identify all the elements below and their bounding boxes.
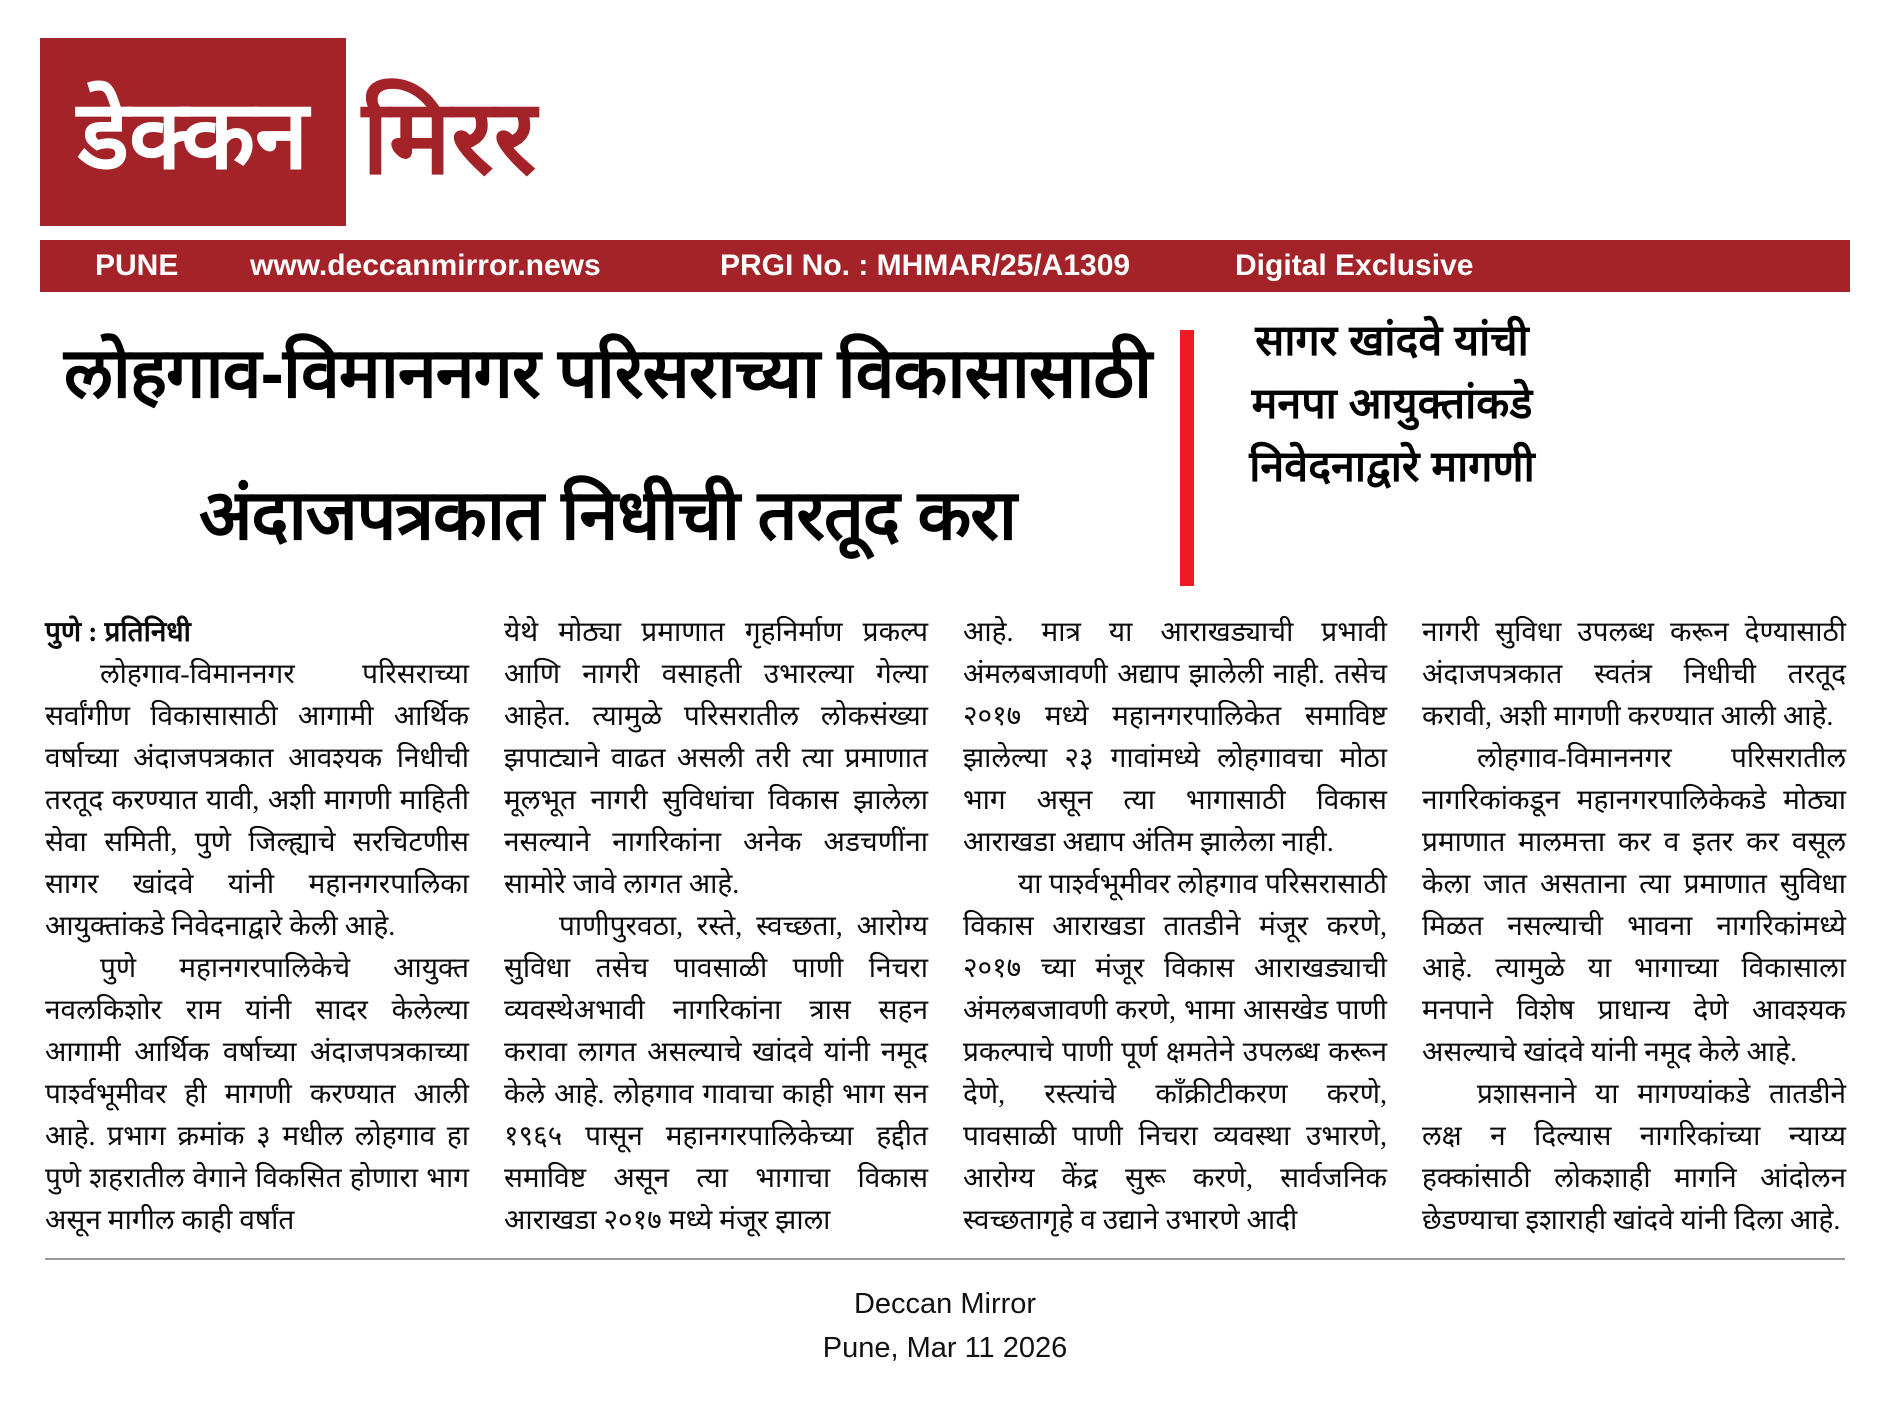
website-url: www.deccanmirror.news	[250, 249, 601, 282]
headline-divider-bar	[1180, 330, 1194, 586]
paragraph: आहे. मात्र या आराखड्याची प्रभावी अंमलबजावणी अद्याप झालेली नाही. तसेच २०१७ मध्ये महानगरपालिकेत समाविष्ट झालेल्या २३ गावांमध्ये लोहगावचा मोठा भाग असून त्या भागासाठी विकास आराखडा अद्याप अंतिम झालेला नाही.	[963, 617, 1387, 858]
main-headline-line1: लोहगाव-विमाननगर परिसराच्या विकासासाठी	[63, 334, 1152, 412]
sub-headline	[1217, 310, 1567, 499]
paragraph: पाणीपुरवठा, रस्ते, स्वच्छता, आरोग्य सुविधा तसेच पावसाळी पाणी निचरा व्यवस्थेअभावी नागरिकांना त्रास सहन करावा लागत असल्याचे खांदवे यांनी नमूद केले आहे. लोहगाव गावाचा काही भाग सन १९६५ पासून महानगरपालिकेच्या हद्दीत समाविष्ट असून त्या भागाचा विकास आराखडा २०१७ मध्ये मंजूर झाला	[504, 911, 928, 1236]
paragraph: येथे मोठ्या प्रमाणात गृहनिर्माण प्रकल्प आणि नागरी वसाहती उभारल्या गेल्या आहेत. त्यामुळे परिसरातील लोकसंख्या झपाट्याने वाढत असली तरी त्या प्रमाणात मूलभूत नागरी सुविधांचा विकास झालेला नसल्याने नागरिकांना अनेक अडचणींना सामोरे जावे लागत आहे.	[504, 617, 928, 900]
article-column-1	[45, 612, 469, 1260]
prgi-number: PRGI No. : MHMAR/25/A1309	[720, 249, 1131, 282]
article-column-3	[963, 612, 1387, 1260]
sub-headline-line1: सागर खांदवे यांची	[1255, 317, 1529, 365]
main-headline-line2: अंदाजपत्रकात निधीची तरतूद करा	[198, 476, 1017, 554]
article-column-4	[1422, 612, 1846, 1260]
city-label: PUNE	[95, 249, 179, 282]
paragraph: प्रशासनाने या मागण्यांकडे तातडीने लक्ष न दिल्यास नागरिकांच्या न्याय्य हक्कांसाठी लोकशाही मागनि आंदोलन छेडण्याचा इशाराही खांदवे यांनी दिला आहे.	[1422, 1079, 1846, 1236]
masthead-infobar	[40, 240, 1850, 292]
footer-divider	[45, 1258, 1845, 1260]
newspaper-logo-box	[40, 38, 346, 226]
headline-zone	[45, 296, 1845, 606]
byline: पुणे : प्रतिनिधी	[45, 617, 191, 648]
paragraph: नागरी सुविधा उपलब्ध करून देण्यासाठी अंदाजपत्रकात स्वतंत्र निधीची तरतूद करावी, अशी मागणी करण्यात आली आहे.	[1422, 617, 1846, 732]
footer-publication: Deccan Mirror	[853, 1288, 1037, 1320]
newspaper-logo-secondary: मिरर	[362, 80, 537, 196]
paragraph: लोहगाव-विमाननगर परिसरातील नागरिकांकडून महानगरपालिकेकडे मोठ्या प्रमाणात मालमत्ता कर व इतर कर वसूल केला जात असताना त्या प्रमाणात सुविधा मिळत नसल्याची भावना नागरिकांमध्ये आहे. त्यामुळे या भागाच्या विकासाला मनपाने विशेष प्राधान्य देणे आवश्यक असल्याचे खांदवे यांनी नमूद केले आहे.	[1422, 743, 1846, 1068]
article-body	[45, 612, 1845, 1260]
footer-dateline: Pune, Mar 11 2026	[822, 1332, 1068, 1364]
paragraph: पुणे महानगरपालिकेचे आयुक्त नवलकिशोर राम यांनी सादर केलेल्या आगामी आर्थिक वर्षाच्या अंदाजपत्रकाच्या पार्श्वभूमीवर ही मागणी करण्यात आली आहे. प्रभाग क्रमांक ३ मधील लोहगाव हा पुणे शहरातील वेगाने विकसित होणारा भाग असून मागील काही वर्षांत	[45, 953, 469, 1236]
edition-label: Digital Exclusive	[1235, 249, 1474, 282]
newspaper-logo-primary: डेक्कन	[77, 82, 309, 189]
main-headline	[45, 302, 1170, 586]
paragraph: लोहगाव-विमाननगर परिसराच्या सर्वांगीण विकासासाठी आगामी आर्थिक वर्षाच्या अंदाजपत्रकात आवश्यक निधीची तरतूद करण्यात यावी, अशी मागणी माहिती सेवा समिती, पुणे जिल्ह्याचे सरचिटणीस सागर खांदवे यांनी महानगरपालिका आयुक्तांकडे निवेदनाद्वारे केली आहे.	[45, 659, 469, 942]
article-column-2	[504, 612, 928, 1260]
sub-headline-line2: मनपा आयुक्तांकडे	[1251, 380, 1533, 428]
paragraph: या पार्श्वभूमीवर लोहगाव परिसरासाठी विकास आराखडा तातडीने मंजूर करणे, २०१७ च्या मंजूर विकास आराखड्याची अंमलबजावणी करणे, भामा आसखेड पाणी प्रकल्पाचे पाणी पूर्ण क्षमतेने उपलब्ध करून देणे, रस्त्यांचे काँक्रीटीकरण करणे, पावसाळी पाणी निचरा व्यवस्था उभारणे, आरोग्य केंद्र सुरू करणे, सार्वजनिक स्वच्छतागृहे व उद्याने उभारणे आदी	[963, 869, 1387, 1236]
page-footer	[0, 1282, 1890, 1370]
sub-headline-line3: निवेदनाद्वारे मागणी	[1249, 443, 1535, 491]
